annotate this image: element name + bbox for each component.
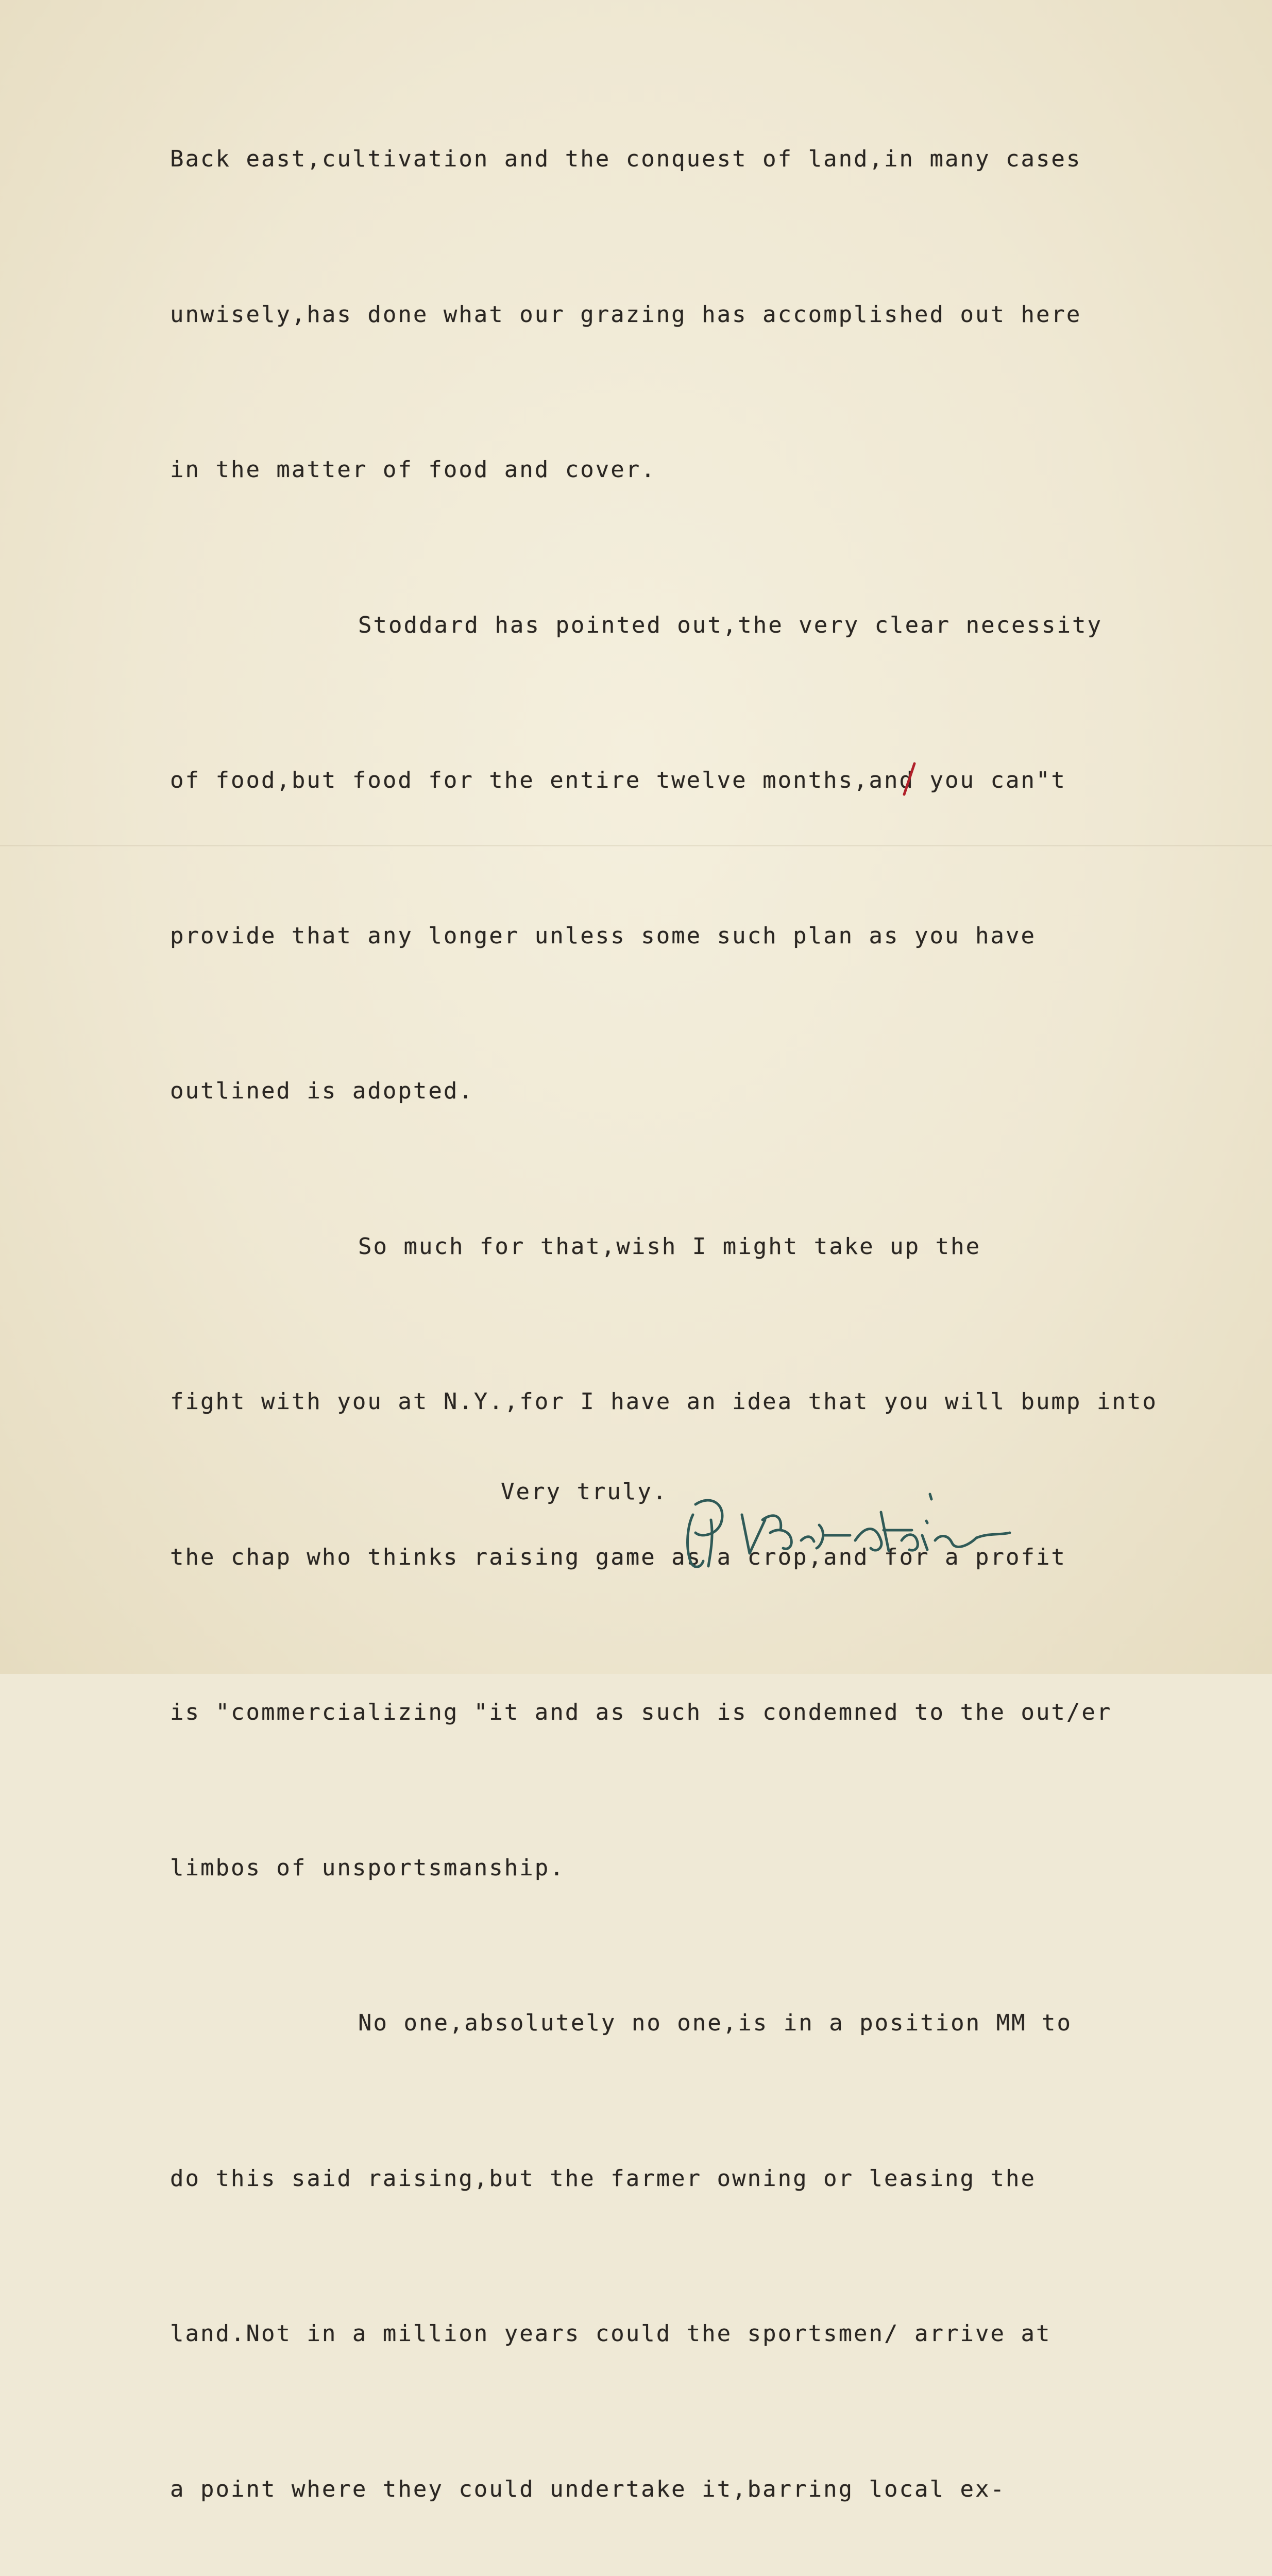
letter-line: outlined is adopted. [170, 1078, 474, 1104]
letter-line: land.Not in a million years could the sportsmen/ arrive at [170, 2320, 1051, 2347]
letter-line: the chap who thinks raising game as a crop,and for a profit [170, 1544, 1066, 1570]
letter-line: provide that any longer unless some such plan as you have [170, 922, 1036, 949]
letter-line: unwisely,has done what our grazing has accomplished out here [170, 301, 1082, 328]
paragraph-start: Stoddard has pointed out,the very clear necessity [358, 612, 1103, 638]
paragraph-start: So much for that,wish I might take up the [358, 1233, 981, 1260]
closing: Very truly. [501, 1479, 668, 1505]
letter-line: a point where they could undertake it,barring local ex- [170, 2476, 1006, 2502]
letter-line: in the matter of food and cover. [170, 456, 656, 483]
letter-line: of food,but food for the entire twelve months,and you can"t [170, 767, 1066, 793]
letter-line: fight with you at N.Y.,for I have an idea that you will bump into [170, 1388, 1158, 1415]
letter-line: do this said raising,but the farmer owning or leasing the [170, 2165, 1036, 2192]
letter-line: Back east,cultivation and the conquest of land,in many cases [170, 146, 1082, 172]
letter-line: limbos of unsportsmanship. [170, 1854, 565, 1881]
handwritten-signature [680, 1484, 1051, 1587]
paragraph-start: No one,absolutely no one,is in a position MM to [358, 2010, 1073, 2036]
letter-body [170, 30, 1180, 2576]
red-correction-mark [899, 761, 920, 798]
letter-line: is "commercializing "it and as such is condemned to the out/er [170, 1699, 1112, 1725]
